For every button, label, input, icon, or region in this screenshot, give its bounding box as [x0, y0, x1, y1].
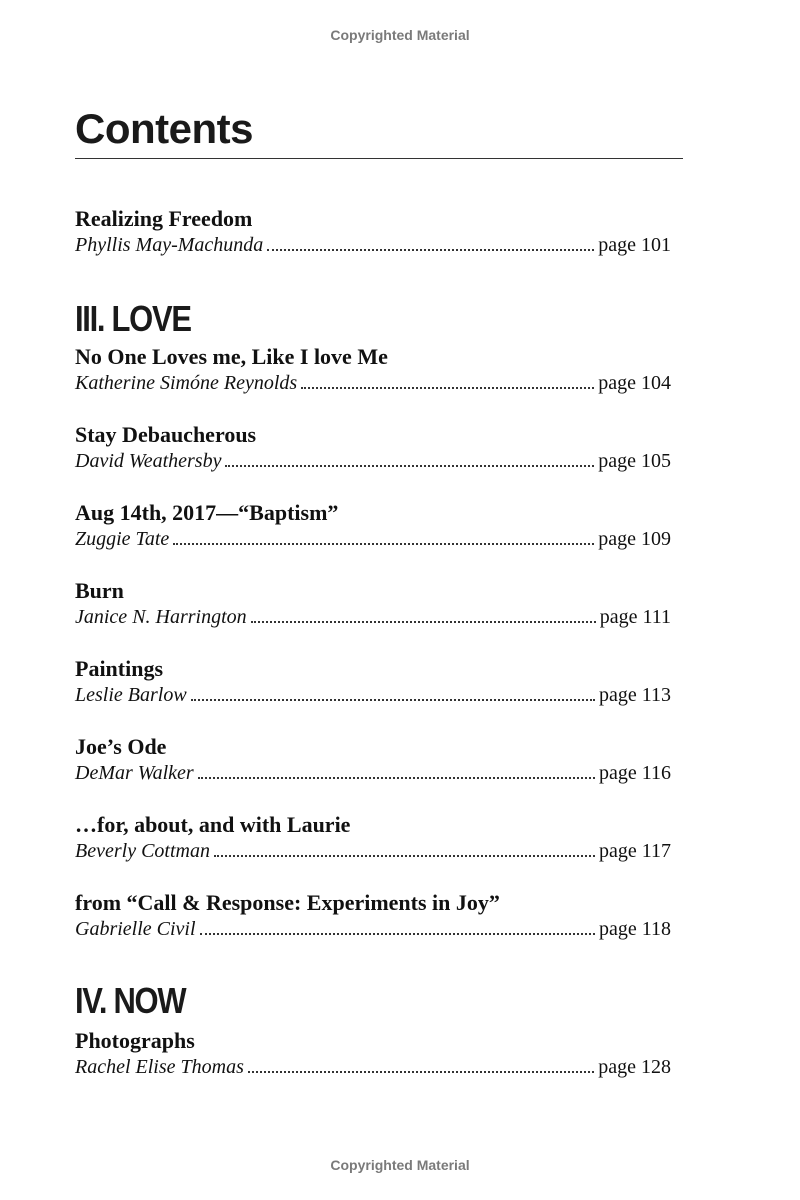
entry-title: Aug 14th, 2017—“Baptism” [75, 500, 339, 525]
entry-title: Joe’s Ode [75, 734, 167, 759]
title-divider [75, 158, 683, 159]
toc-entry[interactable] [75, 734, 671, 786]
entry-author: Zuggie Tate [75, 528, 170, 550]
entry-author: Janice N. Harrington [75, 606, 247, 628]
entry-title: …for, about, and with Laurie [75, 812, 351, 837]
entry-author: Beverly Cottman [75, 840, 210, 862]
entry-title: No One Loves me, Like I love Me [75, 344, 388, 369]
entry-page: page 111 [599, 606, 671, 628]
entry-line [75, 916, 671, 942]
entry-line [75, 232, 671, 258]
toc-entry[interactable] [75, 812, 671, 864]
entry-author: Leslie Barlow [75, 684, 187, 706]
entry-author: Gabrielle Civil [75, 918, 196, 940]
dot-leader [198, 777, 595, 779]
entry-author: DeMar Walker [75, 762, 194, 784]
section-heading-love: III. LOVE [75, 298, 191, 339]
entry-author: Katherine Simóne Reynolds [75, 372, 298, 394]
entry-title: Paintings [75, 656, 164, 681]
entry-title: Realizing Freedom [75, 206, 253, 231]
dot-leader [251, 621, 596, 623]
dot-leader [225, 465, 594, 467]
entry-title: from “Call & Response: Experiments in Joy” [75, 890, 500, 915]
entry-author: Phyllis May-Machunda [75, 234, 264, 256]
entry-page: page 113 [598, 684, 671, 706]
entry-line [75, 604, 671, 630]
toc-entry[interactable] [75, 344, 671, 396]
toc-entry[interactable] [75, 500, 671, 552]
entry-title: Burn [75, 578, 124, 603]
entry-page: page 109 [598, 528, 671, 550]
dot-leader [200, 933, 595, 935]
entry-line [75, 838, 671, 864]
entry-page: page 128 [598, 1056, 671, 1078]
dot-leader [267, 249, 594, 251]
entry-line [75, 526, 671, 552]
entry-title: Stay Debaucherous [75, 422, 257, 447]
dot-leader [248, 1071, 594, 1073]
toc-entry[interactable] [75, 656, 671, 708]
entry-author: Rachel Elise Thomas [75, 1056, 244, 1078]
entry-page: page 101 [598, 234, 671, 256]
dot-leader [191, 699, 595, 701]
entry-line [75, 1054, 671, 1080]
entry-line [75, 448, 671, 474]
entry-page: page 118 [598, 918, 671, 940]
entry-page: page 105 [598, 450, 671, 472]
section-heading-now: IV. NOW [75, 980, 186, 1021]
entry-page: page 116 [598, 762, 671, 784]
toc-entry-realizing-freedom[interactable] [75, 206, 671, 258]
copyright-footer: Copyrighted Material [330, 1157, 470, 1173]
dot-leader [301, 387, 594, 389]
toc-entry[interactable] [75, 1028, 671, 1080]
toc-entry[interactable] [75, 578, 671, 630]
page-title: Contents [75, 105, 253, 152]
dot-leader [214, 855, 595, 857]
entry-title: Photographs [75, 1028, 195, 1053]
entry-page: page 117 [598, 840, 671, 862]
toc-entry[interactable] [75, 422, 671, 474]
entry-page: page 104 [598, 372, 671, 394]
entry-line [75, 370, 671, 396]
copyright-header: Copyrighted Material [330, 27, 470, 43]
entry-line [75, 682, 671, 708]
toc-entry[interactable] [75, 890, 671, 942]
entry-line [75, 760, 671, 786]
dot-leader [173, 543, 594, 545]
entry-author: David Weathersby [75, 450, 222, 472]
